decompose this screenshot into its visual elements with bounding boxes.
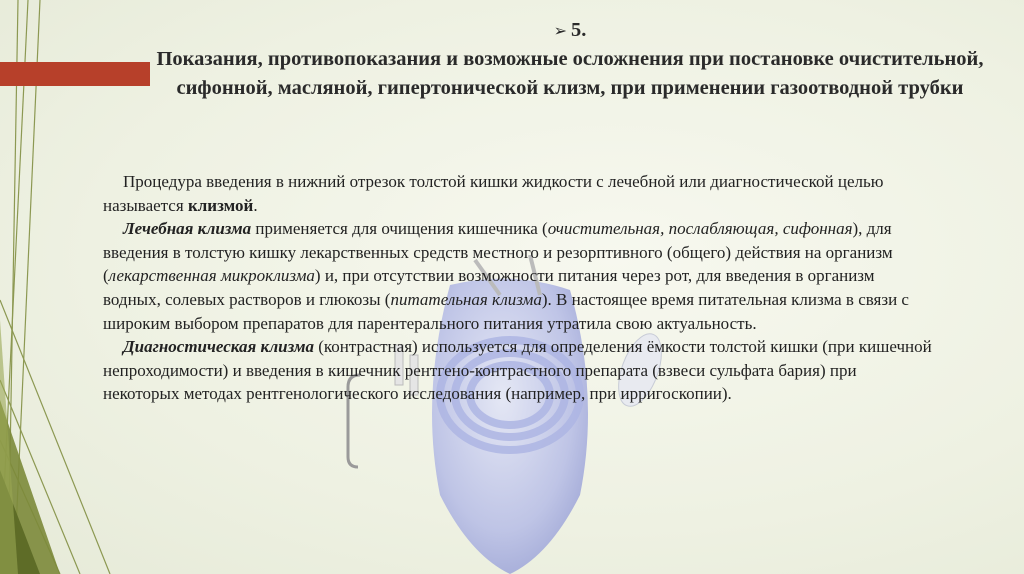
paragraph-1: [103, 170, 933, 217]
red-accent-band: [0, 62, 150, 86]
slide-title: [130, 16, 1010, 103]
text-run: ). В настоящее время питательная клизма в связи с широким выбором препаратов для парентерального питания утратила свою актуальность.: [103, 289, 909, 333]
text-run: очистительная, послабляющая, сифонная: [547, 219, 853, 239]
text-run: питательная клизма: [390, 289, 542, 309]
slide-number-text: 5.: [571, 19, 587, 41]
text-run: Диагностическая клизма: [123, 337, 314, 357]
text-run: (контрастная) используется для определения ёмкости толстой кишки (при кишечной непроходимости) и введения в кишечник рентгено-контрастного препарата (взвеси сульфата бария) при некоторых методах рентгенологического исследования (например, при ирригоскопии).: [103, 337, 932, 404]
text-run: ) и, при отсутствии возможности питания через рот, для введения в организм водных, солевых растворов и глюкозы (: [103, 266, 875, 309]
body-text: [103, 170, 933, 406]
text-run: Процедура введения в нижний отрезок толстой кишки жидкости с лечебной или диагностической целью называется: [103, 172, 884, 215]
slide-number: [130, 16, 1010, 45]
text-run: лекарственная микроклизма: [108, 266, 315, 286]
text-run: применяется для очищения кишечника (: [251, 219, 548, 239]
text-run: Лечебная клизма: [123, 219, 252, 239]
slide-title-text: Показания, противопоказания и возможные осложнения при постановке очистительной, сифонной, масляной, гипертонической клизм, при применении газоотводной трубки: [156, 48, 984, 99]
paragraph-2: [103, 217, 933, 335]
paragraph-3: [103, 335, 933, 406]
text-run: ), для введения в толстую кишку лекарственных средств местного и резорптивного (общего) действия на организм (: [103, 219, 893, 286]
text-run: клизмой: [187, 195, 254, 215]
text-run: .: [253, 195, 258, 215]
arrow-bullet-icon: ➢: [553, 21, 568, 40]
